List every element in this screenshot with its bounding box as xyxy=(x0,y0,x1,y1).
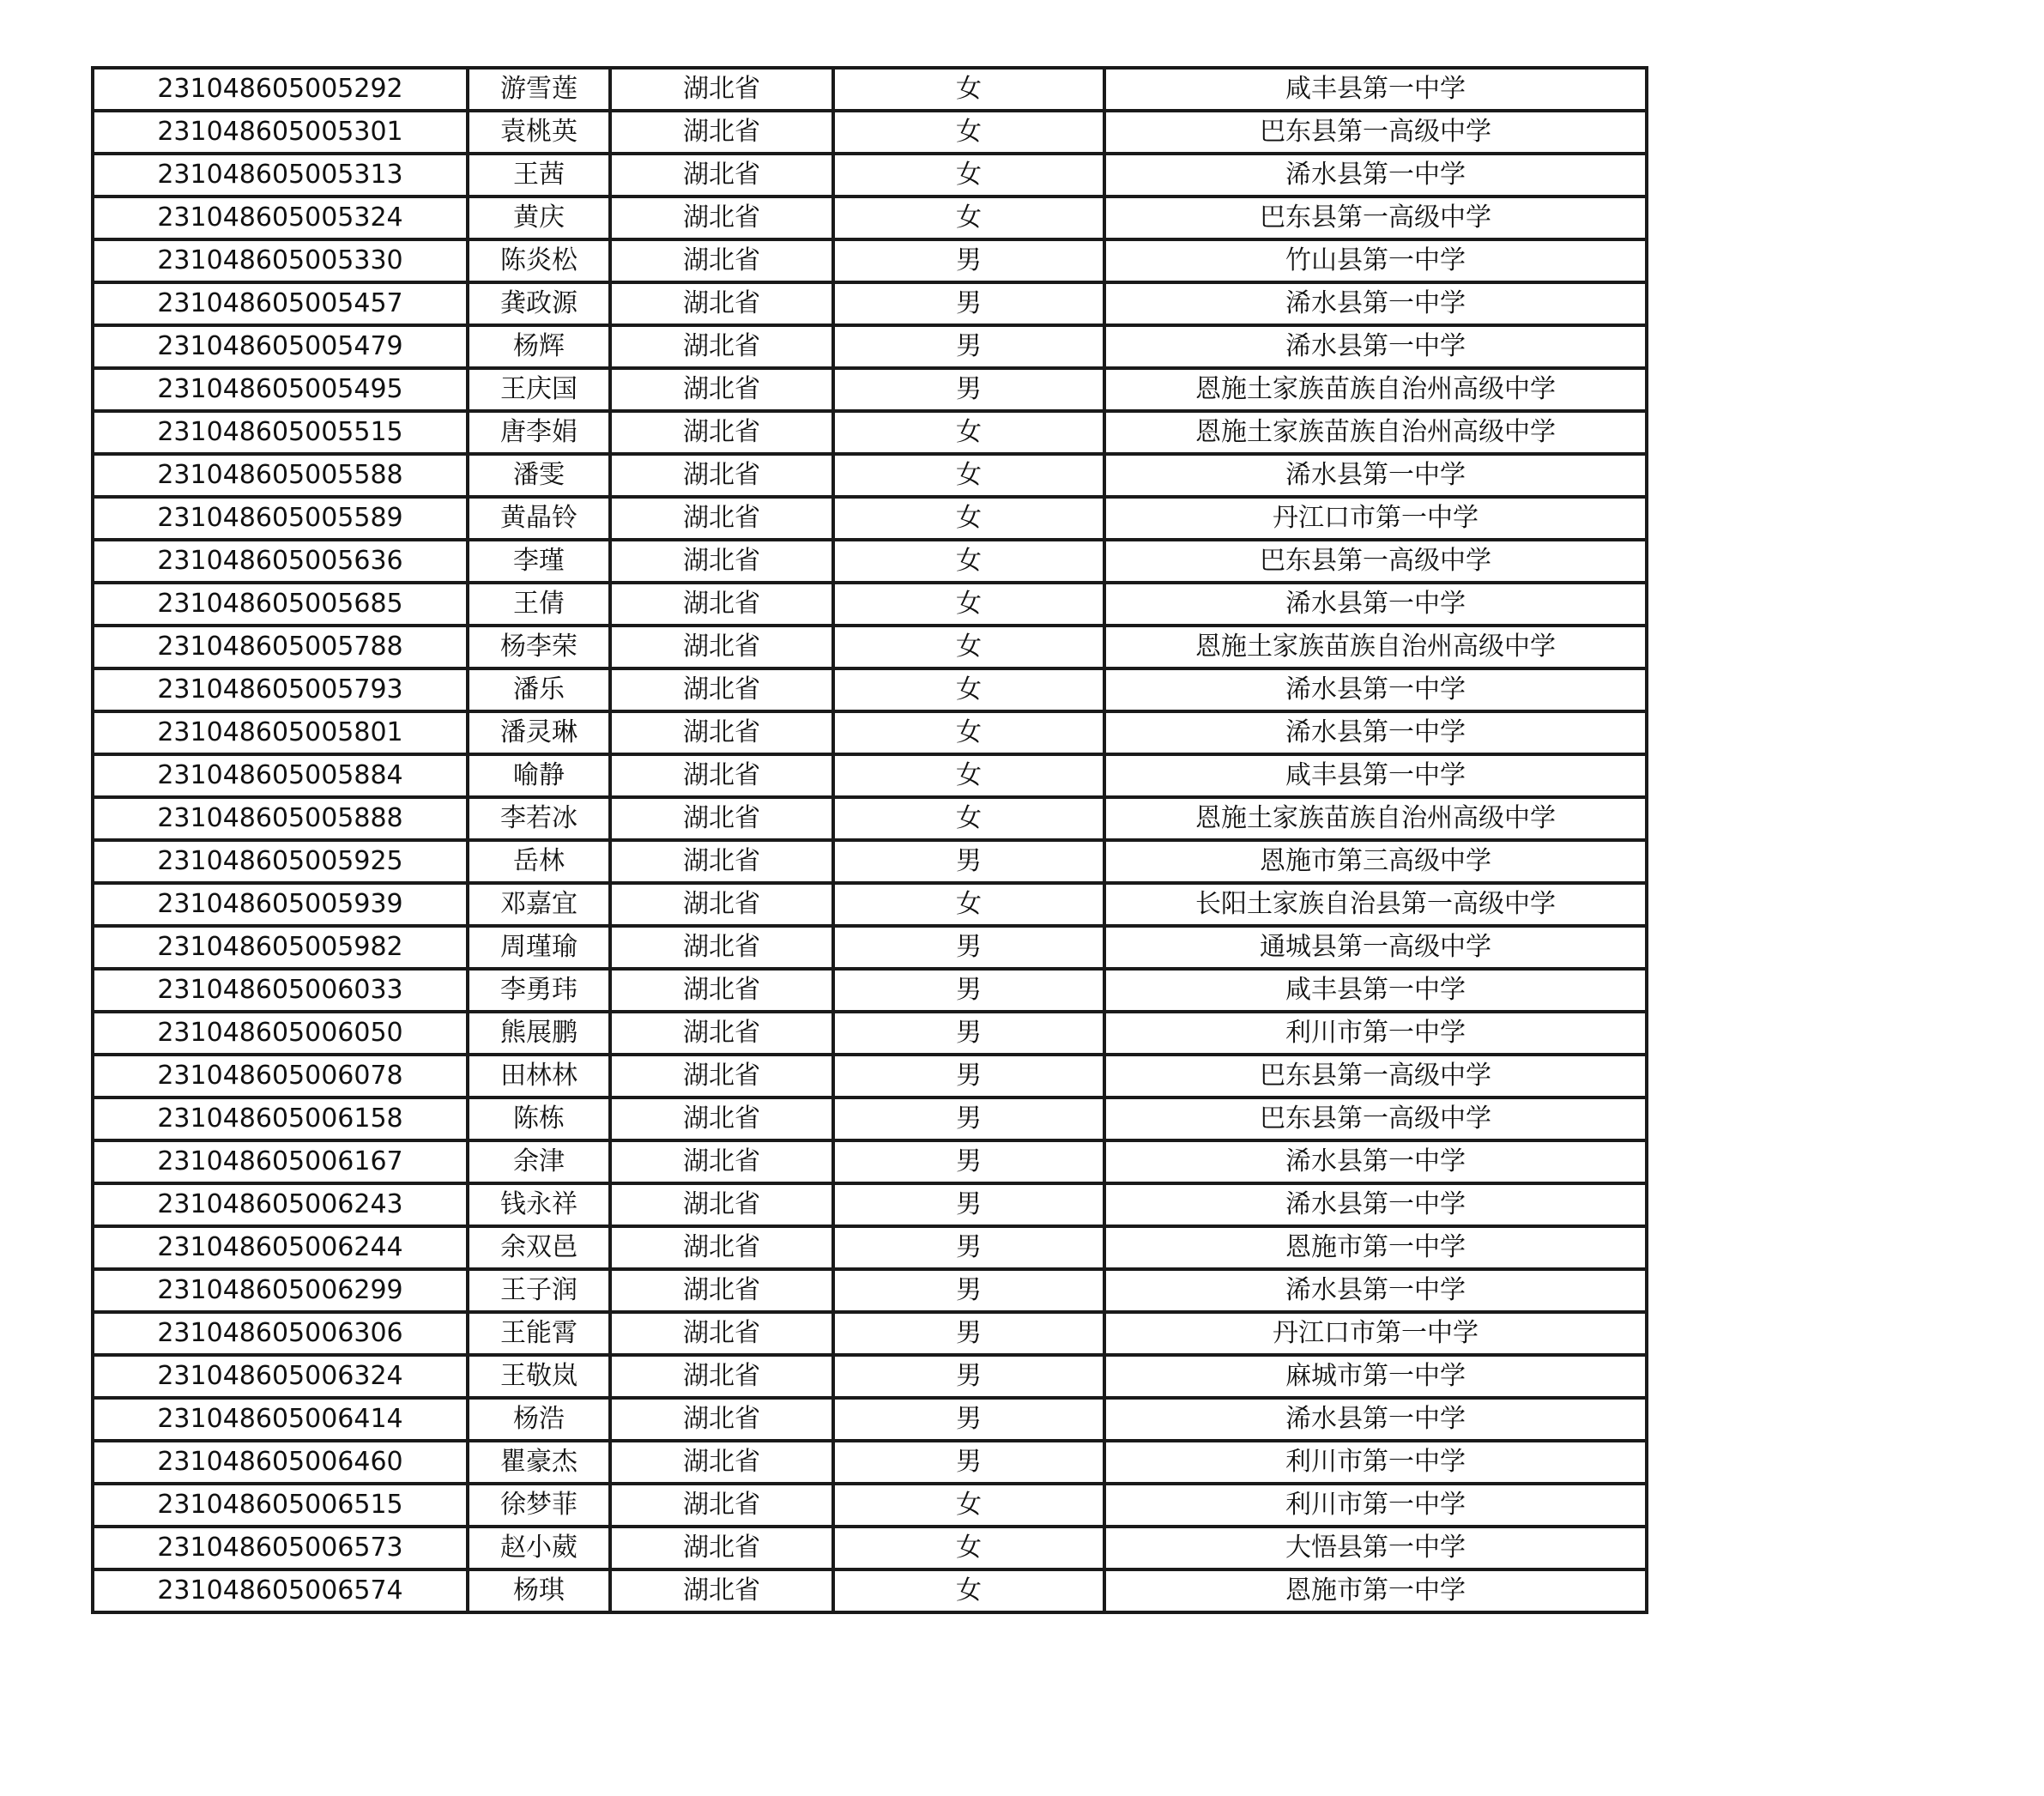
cell-province: 湖北省 xyxy=(610,1055,833,1098)
cell-name: 王茜 xyxy=(468,154,610,197)
cell-school: 利川市第一中学 xyxy=(1104,1484,1647,1527)
cell-gender: 女 xyxy=(833,540,1104,583)
cell-gender: 男 xyxy=(833,1055,1104,1098)
table-row xyxy=(93,1312,1647,1355)
table-row xyxy=(93,1055,1647,1098)
cell-candidate-id: 231048605005515 xyxy=(93,411,468,454)
cell-candidate-id: 231048605005982 xyxy=(93,926,468,969)
cell-candidate-id: 231048605006574 xyxy=(93,1569,468,1612)
cell-name: 钱永祥 xyxy=(468,1183,610,1226)
cell-gender: 女 xyxy=(833,711,1104,754)
cell-gender: 男 xyxy=(833,1183,1104,1226)
cell-gender: 女 xyxy=(833,797,1104,840)
cell-name: 李勇玮 xyxy=(468,969,610,1012)
cell-province: 湖北省 xyxy=(610,325,833,368)
cell-candidate-id: 231048605006299 xyxy=(93,1269,468,1312)
cell-province: 湖北省 xyxy=(610,668,833,711)
table-row xyxy=(93,1140,1647,1183)
cell-name: 余津 xyxy=(468,1140,610,1183)
cell-school: 浠水县第一中学 xyxy=(1104,454,1647,497)
cell-gender: 女 xyxy=(833,454,1104,497)
cell-gender: 女 xyxy=(833,754,1104,797)
cell-province: 湖北省 xyxy=(610,1355,833,1398)
cell-candidate-id: 231048605006243 xyxy=(93,1183,468,1226)
cell-candidate-id: 231048605005685 xyxy=(93,583,468,626)
cell-school: 竹山县第一中学 xyxy=(1104,239,1647,282)
cell-province: 湖北省 xyxy=(610,926,833,969)
cell-province: 湖北省 xyxy=(610,411,833,454)
table-row xyxy=(93,1527,1647,1569)
cell-school: 利川市第一中学 xyxy=(1104,1012,1647,1055)
cell-school: 恩施市第一中学 xyxy=(1104,1569,1647,1612)
cell-province: 湖北省 xyxy=(610,1527,833,1569)
cell-school: 浠水县第一中学 xyxy=(1104,154,1647,197)
table-row xyxy=(93,711,1647,754)
cell-school: 恩施土家族苗族自治州高级中学 xyxy=(1104,368,1647,411)
cell-school: 浠水县第一中学 xyxy=(1104,1398,1647,1441)
cell-candidate-id: 231048605006158 xyxy=(93,1098,468,1140)
cell-name: 龚政源 xyxy=(468,282,610,325)
cell-gender: 男 xyxy=(833,1355,1104,1398)
cell-name: 陈栋 xyxy=(468,1098,610,1140)
cell-candidate-id: 231048605005925 xyxy=(93,840,468,883)
cell-province: 湖北省 xyxy=(610,1398,833,1441)
table-row xyxy=(93,1441,1647,1484)
cell-gender: 女 xyxy=(833,111,1104,154)
cell-name: 熊展鹏 xyxy=(468,1012,610,1055)
cell-province: 湖北省 xyxy=(610,1484,833,1527)
cell-province: 湖北省 xyxy=(610,1098,833,1140)
cell-school: 咸丰县第一中学 xyxy=(1104,754,1647,797)
table-row xyxy=(93,583,1647,626)
cell-candidate-id: 231048605005324 xyxy=(93,197,468,239)
cell-province: 湖北省 xyxy=(610,1441,833,1484)
table-row xyxy=(93,1398,1647,1441)
cell-candidate-id: 231048605005888 xyxy=(93,797,468,840)
cell-name: 王敬岚 xyxy=(468,1355,610,1398)
table-row xyxy=(93,1484,1647,1527)
cell-candidate-id: 231048605005479 xyxy=(93,325,468,368)
cell-school: 巴东县第一高级中学 xyxy=(1104,111,1647,154)
cell-name: 瞿豪杰 xyxy=(468,1441,610,1484)
cell-candidate-id: 231048605006573 xyxy=(93,1527,468,1569)
cell-gender: 女 xyxy=(833,1527,1104,1569)
cell-province: 湖北省 xyxy=(610,1183,833,1226)
cell-candidate-id: 231048605006244 xyxy=(93,1226,468,1269)
cell-school: 浠水县第一中学 xyxy=(1104,711,1647,754)
cell-school: 浠水县第一中学 xyxy=(1104,583,1647,626)
cell-name: 袁桃英 xyxy=(468,111,610,154)
table-row xyxy=(93,282,1647,325)
cell-school: 长阳土家族自治县第一高级中学 xyxy=(1104,883,1647,926)
cell-candidate-id: 231048605006460 xyxy=(93,1441,468,1484)
cell-candidate-id: 231048605006414 xyxy=(93,1398,468,1441)
cell-name: 王子润 xyxy=(468,1269,610,1312)
table-row xyxy=(93,1183,1647,1226)
cell-name: 徐梦菲 xyxy=(468,1484,610,1527)
cell-province: 湖北省 xyxy=(610,840,833,883)
cell-gender: 女 xyxy=(833,197,1104,239)
cell-school: 巴东县第一高级中学 xyxy=(1104,197,1647,239)
cell-school: 麻城市第一中学 xyxy=(1104,1355,1647,1398)
cell-gender: 男 xyxy=(833,1398,1104,1441)
cell-gender: 女 xyxy=(833,583,1104,626)
cell-gender: 女 xyxy=(833,154,1104,197)
cell-name: 潘雯 xyxy=(468,454,610,497)
cell-gender: 男 xyxy=(833,1312,1104,1355)
cell-school: 巴东县第一高级中学 xyxy=(1104,540,1647,583)
table-row xyxy=(93,1569,1647,1612)
cell-school: 浠水县第一中学 xyxy=(1104,1183,1647,1226)
cell-province: 湖北省 xyxy=(610,583,833,626)
cell-name: 岳林 xyxy=(468,840,610,883)
cell-candidate-id: 231048605006306 xyxy=(93,1312,468,1355)
cell-school: 恩施市第一中学 xyxy=(1104,1226,1647,1269)
cell-school: 通城县第一高级中学 xyxy=(1104,926,1647,969)
cell-gender: 男 xyxy=(833,1012,1104,1055)
cell-name: 邓嘉宜 xyxy=(468,883,610,926)
cell-province: 湖北省 xyxy=(610,154,833,197)
table-row xyxy=(93,883,1647,926)
table-row xyxy=(93,797,1647,840)
cell-name: 李若冰 xyxy=(468,797,610,840)
cell-candidate-id: 231048605005301 xyxy=(93,111,468,154)
cell-candidate-id: 231048605005788 xyxy=(93,626,468,668)
table-row xyxy=(93,668,1647,711)
table-row xyxy=(93,540,1647,583)
cell-gender: 男 xyxy=(833,1269,1104,1312)
cell-candidate-id: 231048605005939 xyxy=(93,883,468,926)
cell-province: 湖北省 xyxy=(610,111,833,154)
cell-school: 丹江口市第一中学 xyxy=(1104,1312,1647,1355)
cell-school: 恩施土家族苗族自治州高级中学 xyxy=(1104,411,1647,454)
cell-province: 湖北省 xyxy=(610,68,833,111)
cell-school: 恩施土家族苗族自治州高级中学 xyxy=(1104,797,1647,840)
cell-candidate-id: 231048605006167 xyxy=(93,1140,468,1183)
cell-school: 咸丰县第一中学 xyxy=(1104,969,1647,1012)
table-row xyxy=(93,454,1647,497)
cell-candidate-id: 231048605006050 xyxy=(93,1012,468,1055)
cell-province: 湖北省 xyxy=(610,1226,833,1269)
cell-gender: 女 xyxy=(833,1484,1104,1527)
table-row xyxy=(93,1355,1647,1398)
cell-gender: 男 xyxy=(833,840,1104,883)
cell-gender: 男 xyxy=(833,1140,1104,1183)
cell-province: 湖北省 xyxy=(610,626,833,668)
cell-province: 湖北省 xyxy=(610,969,833,1012)
cell-candidate-id: 231048605005292 xyxy=(93,68,468,111)
cell-name: 黄庆 xyxy=(468,197,610,239)
table-row xyxy=(93,154,1647,197)
table-row xyxy=(93,197,1647,239)
cell-school: 咸丰县第一中学 xyxy=(1104,68,1647,111)
cell-candidate-id: 231048605005801 xyxy=(93,711,468,754)
cell-gender: 女 xyxy=(833,1569,1104,1612)
cell-name: 潘乐 xyxy=(468,668,610,711)
table-row xyxy=(93,840,1647,883)
cell-name: 周瑾瑜 xyxy=(468,926,610,969)
table-row xyxy=(93,626,1647,668)
cell-candidate-id: 231048605005495 xyxy=(93,368,468,411)
cell-school: 利川市第一中学 xyxy=(1104,1441,1647,1484)
cell-province: 湖北省 xyxy=(610,1312,833,1355)
cell-name: 王能霄 xyxy=(468,1312,610,1355)
cell-gender: 女 xyxy=(833,68,1104,111)
cell-name: 陈炎松 xyxy=(468,239,610,282)
cell-gender: 男 xyxy=(833,282,1104,325)
table-row xyxy=(93,239,1647,282)
cell-gender: 女 xyxy=(833,497,1104,540)
cell-gender: 男 xyxy=(833,926,1104,969)
table-row xyxy=(93,68,1647,111)
cell-gender: 男 xyxy=(833,1226,1104,1269)
table-row xyxy=(93,368,1647,411)
cell-school: 浠水县第一中学 xyxy=(1104,1140,1647,1183)
roster-sheet xyxy=(91,66,1645,1614)
table-row xyxy=(93,411,1647,454)
cell-name: 游雪莲 xyxy=(468,68,610,111)
table-row xyxy=(93,926,1647,969)
cell-gender: 男 xyxy=(833,1098,1104,1140)
cell-candidate-id: 231048605005457 xyxy=(93,282,468,325)
cell-gender: 女 xyxy=(833,668,1104,711)
table-row xyxy=(93,1269,1647,1312)
cell-province: 湖北省 xyxy=(610,1269,833,1312)
cell-province: 湖北省 xyxy=(610,497,833,540)
table-row xyxy=(93,325,1647,368)
cell-name: 潘灵琳 xyxy=(468,711,610,754)
cell-province: 湖北省 xyxy=(610,454,833,497)
cell-candidate-id: 231048605005793 xyxy=(93,668,468,711)
table-row xyxy=(93,969,1647,1012)
cell-school: 丹江口市第一中学 xyxy=(1104,497,1647,540)
cell-candidate-id: 231048605005636 xyxy=(93,540,468,583)
table-row xyxy=(93,754,1647,797)
cell-name: 杨辉 xyxy=(468,325,610,368)
cell-candidate-id: 231048605005884 xyxy=(93,754,468,797)
cell-name: 喻静 xyxy=(468,754,610,797)
cell-school: 恩施土家族苗族自治州高级中学 xyxy=(1104,626,1647,668)
cell-province: 湖北省 xyxy=(610,239,833,282)
table-row xyxy=(93,497,1647,540)
cell-name: 黄晶铃 xyxy=(468,497,610,540)
cell-school: 巴东县第一高级中学 xyxy=(1104,1055,1647,1098)
cell-gender: 女 xyxy=(833,411,1104,454)
cell-candidate-id: 231048605006324 xyxy=(93,1355,468,1398)
cell-gender: 男 xyxy=(833,969,1104,1012)
cell-school: 恩施市第三高级中学 xyxy=(1104,840,1647,883)
cell-candidate-id: 231048605005589 xyxy=(93,497,468,540)
cell-province: 湖北省 xyxy=(610,711,833,754)
cell-name: 杨琪 xyxy=(468,1569,610,1612)
cell-province: 湖北省 xyxy=(610,540,833,583)
cell-name: 唐李娟 xyxy=(468,411,610,454)
cell-candidate-id: 231048605006515 xyxy=(93,1484,468,1527)
cell-province: 湖北省 xyxy=(610,883,833,926)
cell-gender: 男 xyxy=(833,368,1104,411)
table-row xyxy=(93,1098,1647,1140)
cell-school: 浠水县第一中学 xyxy=(1104,668,1647,711)
cell-province: 湖北省 xyxy=(610,1012,833,1055)
table-row xyxy=(93,1012,1647,1055)
cell-name: 王庆国 xyxy=(468,368,610,411)
cell-name: 王倩 xyxy=(468,583,610,626)
cell-candidate-id: 231048605006033 xyxy=(93,969,468,1012)
cell-province: 湖北省 xyxy=(610,797,833,840)
cell-name: 杨李荣 xyxy=(468,626,610,668)
roster-table xyxy=(91,66,1648,1614)
cell-candidate-id: 231048605006078 xyxy=(93,1055,468,1098)
cell-gender: 男 xyxy=(833,1441,1104,1484)
cell-province: 湖北省 xyxy=(610,754,833,797)
cell-gender: 女 xyxy=(833,626,1104,668)
cell-school: 巴东县第一高级中学 xyxy=(1104,1098,1647,1140)
cell-name: 杨浩 xyxy=(468,1398,610,1441)
cell-candidate-id: 231048605005313 xyxy=(93,154,468,197)
cell-candidate-id: 231048605005588 xyxy=(93,454,468,497)
cell-province: 湖北省 xyxy=(610,197,833,239)
cell-province: 湖北省 xyxy=(610,282,833,325)
cell-name: 李瑾 xyxy=(468,540,610,583)
table-row xyxy=(93,1226,1647,1269)
cell-name: 赵小葳 xyxy=(468,1527,610,1569)
cell-gender: 女 xyxy=(833,883,1104,926)
cell-name: 余双邑 xyxy=(468,1226,610,1269)
cell-province: 湖北省 xyxy=(610,368,833,411)
cell-candidate-id: 231048605005330 xyxy=(93,239,468,282)
cell-province: 湖北省 xyxy=(610,1569,833,1612)
cell-school: 大悟县第一中学 xyxy=(1104,1527,1647,1569)
cell-school: 浠水县第一中学 xyxy=(1104,282,1647,325)
cell-school: 浠水县第一中学 xyxy=(1104,325,1647,368)
roster-table-body xyxy=(93,68,1647,1612)
cell-province: 湖北省 xyxy=(610,1140,833,1183)
table-row xyxy=(93,111,1647,154)
cell-gender: 男 xyxy=(833,239,1104,282)
cell-gender: 男 xyxy=(833,325,1104,368)
cell-school: 浠水县第一中学 xyxy=(1104,1269,1647,1312)
cell-name: 田林林 xyxy=(468,1055,610,1098)
